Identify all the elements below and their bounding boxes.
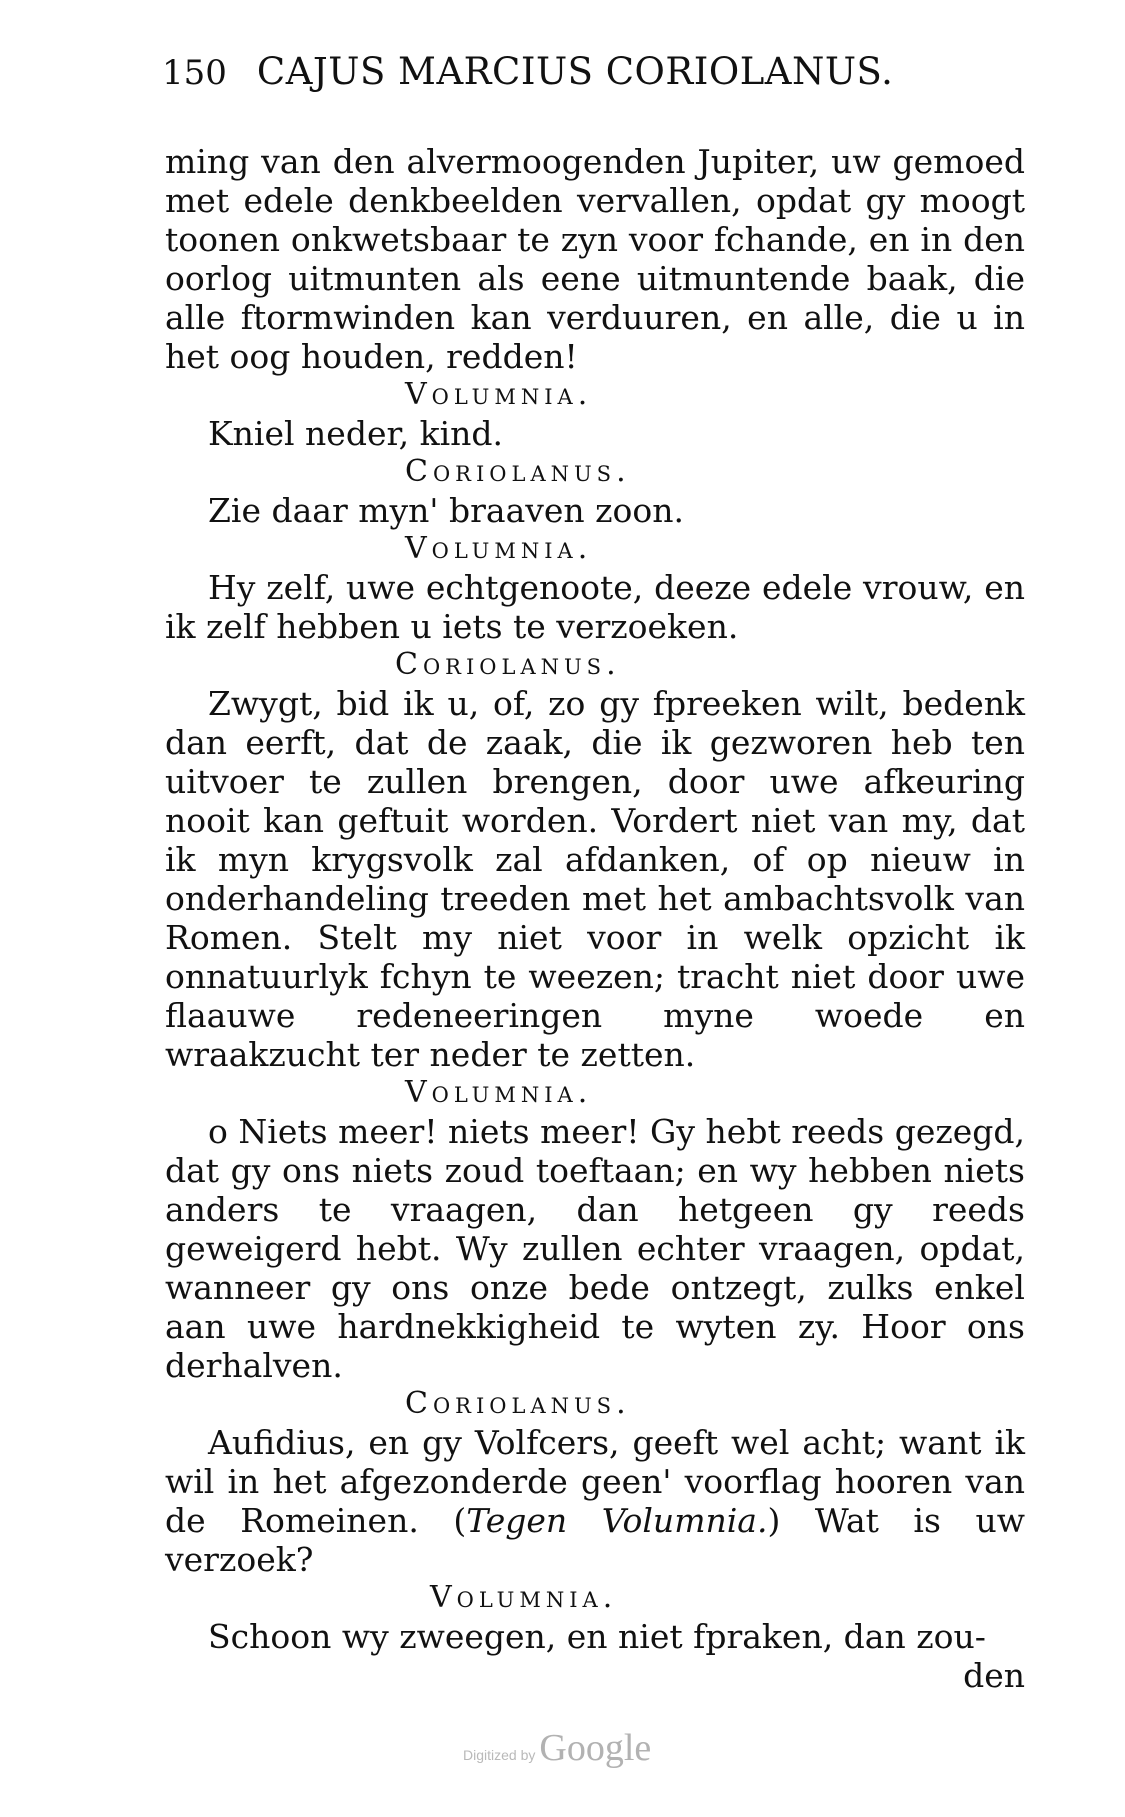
digitization-watermark bbox=[463, 1726, 651, 1770]
page-number: 150 bbox=[162, 53, 227, 93]
stage-direction: Tegen Volumnia. bbox=[466, 1501, 768, 1540]
speaker-heading: Coriolanus. bbox=[395, 647, 621, 682]
speaker-heading: Volumnia. bbox=[430, 1580, 618, 1615]
speaker-heading: Volumnia. bbox=[405, 531, 593, 566]
running-title: CAJUS MARCIUS CORIOLANUS. bbox=[256, 50, 894, 93]
dialogue-paragraph: o Niets meer! niets meer! Gy hebt reeds gezegd, dat gy ons niets zoud toeftaan; en wy hebben niets anders te vraagen, dan hetgeen gy reeds geweigerd hebt. Wy zullen echter vraagen, opdat, wanneer gy ons onze bede ontzegt, zulks enkel aan uwe hardnekkigheid te wyten zy. Hoor ons derhalven. bbox=[165, 1112, 1025, 1385]
dialogue-paragraph: Zie daar myn' braaven zoon. bbox=[208, 491, 685, 530]
running-header bbox=[162, 50, 922, 110]
watermark-caption: Digitized by bbox=[463, 1747, 536, 1763]
google-logo: Google bbox=[539, 1727, 652, 1769]
speaker-heading: Volumnia. bbox=[405, 1075, 593, 1110]
dialogue-paragraph: Kniel neder, kind. bbox=[208, 414, 504, 453]
catchword: den bbox=[963, 1656, 1025, 1695]
speaker-heading: Coriolanus. bbox=[405, 1386, 631, 1421]
dialogue-paragraph: Schoon wy zweegen, en niet fpraken, dan zou- bbox=[208, 1617, 986, 1656]
dialogue-paragraph: ming van den alvermoogenden Jupiter, uw gemoed met edele denkbeelden vervallen, opdat gy moogt toonen onkwetsbaar te zyn voor fchande, en in den oorlog uitmunten als eene uitmuntende baak, die alle ftormwinden kan verduuren, en alle, die u in het oog houden, redden! bbox=[165, 142, 1025, 376]
dialogue-paragraph bbox=[165, 1423, 1025, 1579]
speaker-heading: Coriolanus. bbox=[405, 454, 631, 489]
speaker-heading: Volumnia. bbox=[405, 377, 593, 412]
dialogue-paragraph: Hy zelf, uwe echtgenoote, deeze edele vrouw, en ik zelf hebben u iets te verzoeken. bbox=[165, 568, 1025, 646]
dialogue-text: ) Wat is uw verzoek? bbox=[165, 1501, 1025, 1579]
page-text bbox=[165, 142, 1025, 1695]
dialogue-paragraph: Zwygt, bid ik u, of, zo gy fpreeken wilt, bedenk dan eerft, dat de zaak, die ik gezworen heb ten uitvoer te zullen brengen, door uwe afkeuring nooit kan geftuit worden. Vordert niet van my, dat ik myn krygsvolk zal afdanken, of op nieuw in onderhandeling treeden met het ambachtsvolk van Romen. Stelt my niet voor in welk opzicht ik onnatuurlyk fchyn te weezen; tracht niet door uwe flaauwe redeneeringen myne woede en wraakzucht ter neder te zetten. bbox=[165, 684, 1025, 1074]
dialogue-text: Aufidius, en gy Volfcers, geeft wel acht; want ik wil in het afgezonderde geen' voorflag hooren van de Romeinen. ( bbox=[165, 1423, 1025, 1540]
